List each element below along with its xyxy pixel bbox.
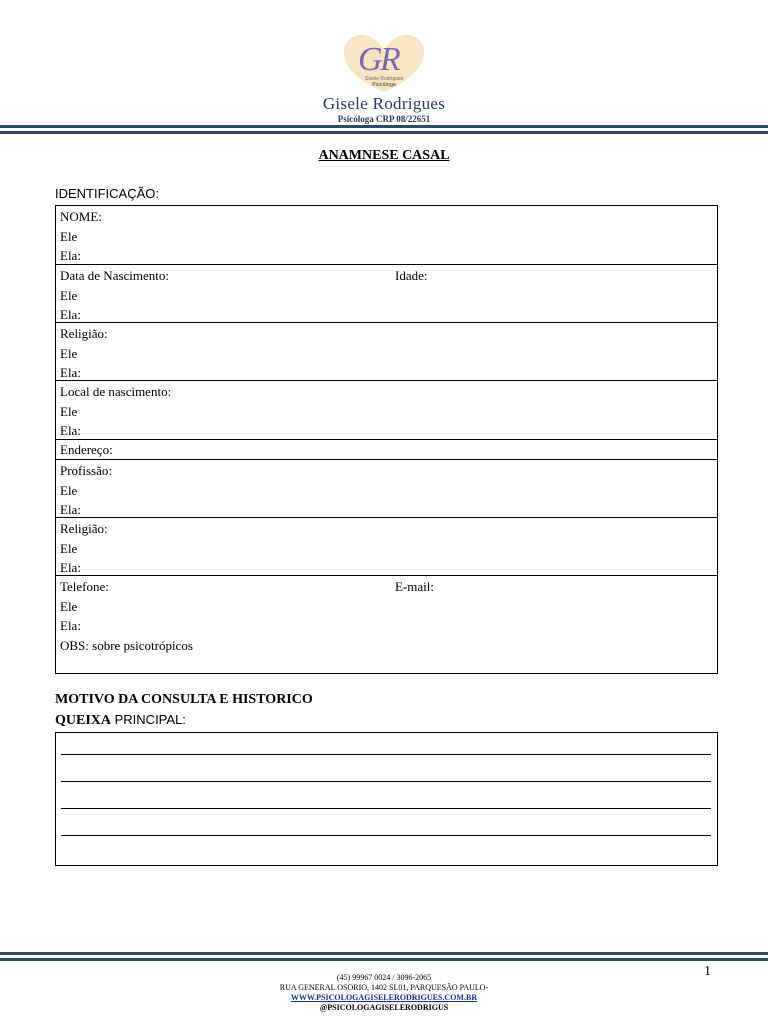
row-telefone (56, 576, 717, 673)
header-divider-bottom (0, 131, 768, 134)
brand-subtitle: Psicóloga CRP 08/22651 (337, 114, 431, 124)
logo-caption-role: Psicóloga (372, 82, 396, 88)
identification-label: IDENTIFICAÇÃO: (55, 186, 160, 201)
field-line-ele[interactable]: Ele (60, 540, 78, 556)
footer-divider-bottom (0, 958, 768, 961)
field-line-ela[interactable]: Ela: (60, 502, 81, 517)
row-data-nascimento (56, 265, 717, 323)
identification-table (55, 205, 718, 674)
field-label: Local de nascimento: (60, 384, 172, 399)
complaint-heading (55, 712, 186, 729)
row-nome (56, 206, 717, 265)
field-label-email: E-mail: (395, 579, 434, 594)
field-line-ele[interactable]: Ele (60, 287, 78, 303)
row-endereco (56, 440, 717, 460)
writing-line (61, 781, 711, 782)
field-line-ela[interactable]: Ela: (60, 365, 81, 380)
row-profissao (56, 460, 717, 518)
complaint-heading-bold: QUEIXA (55, 713, 112, 728)
field-line-ele[interactable]: Ele (60, 598, 78, 614)
field-line-ele[interactable]: Ele (60, 482, 78, 498)
field-label: Religião: (60, 326, 108, 341)
field-label: Telefone: (60, 579, 109, 594)
field-label: Profissão: (60, 463, 112, 478)
row-religiao (56, 323, 717, 381)
footer-address: RUA GENERAL OSORIO, 1402 SL01, PARQUESÃO PAULO- (279, 983, 489, 992)
svg-text:G: G (358, 41, 383, 78)
logo-caption-name: Gisele Rodrigues (364, 76, 404, 82)
brand-name: Gisele Rodrigues (322, 94, 446, 113)
footer-website-link[interactable]: WWW.PSICOLOGAGISELERODRIGUES.COM.BR (290, 993, 478, 1002)
brand-logo (340, 30, 428, 94)
field-line-ela[interactable]: Ela: (60, 248, 81, 263)
row-religiao-2 (56, 518, 717, 576)
complaint-heading-rest: PRINCIPAL: (111, 712, 186, 727)
field-label: NOME: (60, 209, 102, 224)
field-line-ele[interactable]: Ele (60, 228, 78, 244)
field-line-ela[interactable]: Ela: (60, 618, 81, 633)
header-divider-top (0, 125, 768, 128)
row-local-nascimento (56, 381, 717, 440)
page-number: 1 (704, 964, 711, 979)
field-line-ele[interactable]: Ele (60, 403, 78, 419)
field-line-ela[interactable]: Ela: (60, 423, 81, 438)
field-label-idade: Idade: (395, 268, 428, 283)
field-label[interactable]: Endereço: (60, 442, 113, 457)
svg-text:R: R (380, 41, 401, 78)
footer-divider-top (0, 952, 768, 955)
consultation-heading: MOTIVO DA CONSULTA E HISTORICO (55, 692, 313, 707)
complaint-box[interactable] (55, 732, 718, 866)
document-title: ANAMNESE CASAL (318, 148, 450, 163)
footer-social-handle: @PSICOLOGAGISELERODRIGUS (319, 1003, 449, 1012)
writing-line (61, 835, 711, 836)
field-line-obs[interactable]: OBS: sobre psicotrópicos (60, 637, 193, 653)
field-line-ele[interactable]: Ele (60, 345, 78, 361)
footer-phone: (45) 99967 0024 / 3096-2065 (336, 973, 432, 982)
field-label: Data de Nascimento: (60, 268, 170, 283)
field-label: Religião: (60, 521, 108, 536)
field-line-ela[interactable]: Ela: (60, 560, 81, 575)
writing-line (61, 754, 711, 755)
field-line-ela[interactable]: Ela: (60, 307, 81, 322)
writing-line (61, 808, 711, 809)
